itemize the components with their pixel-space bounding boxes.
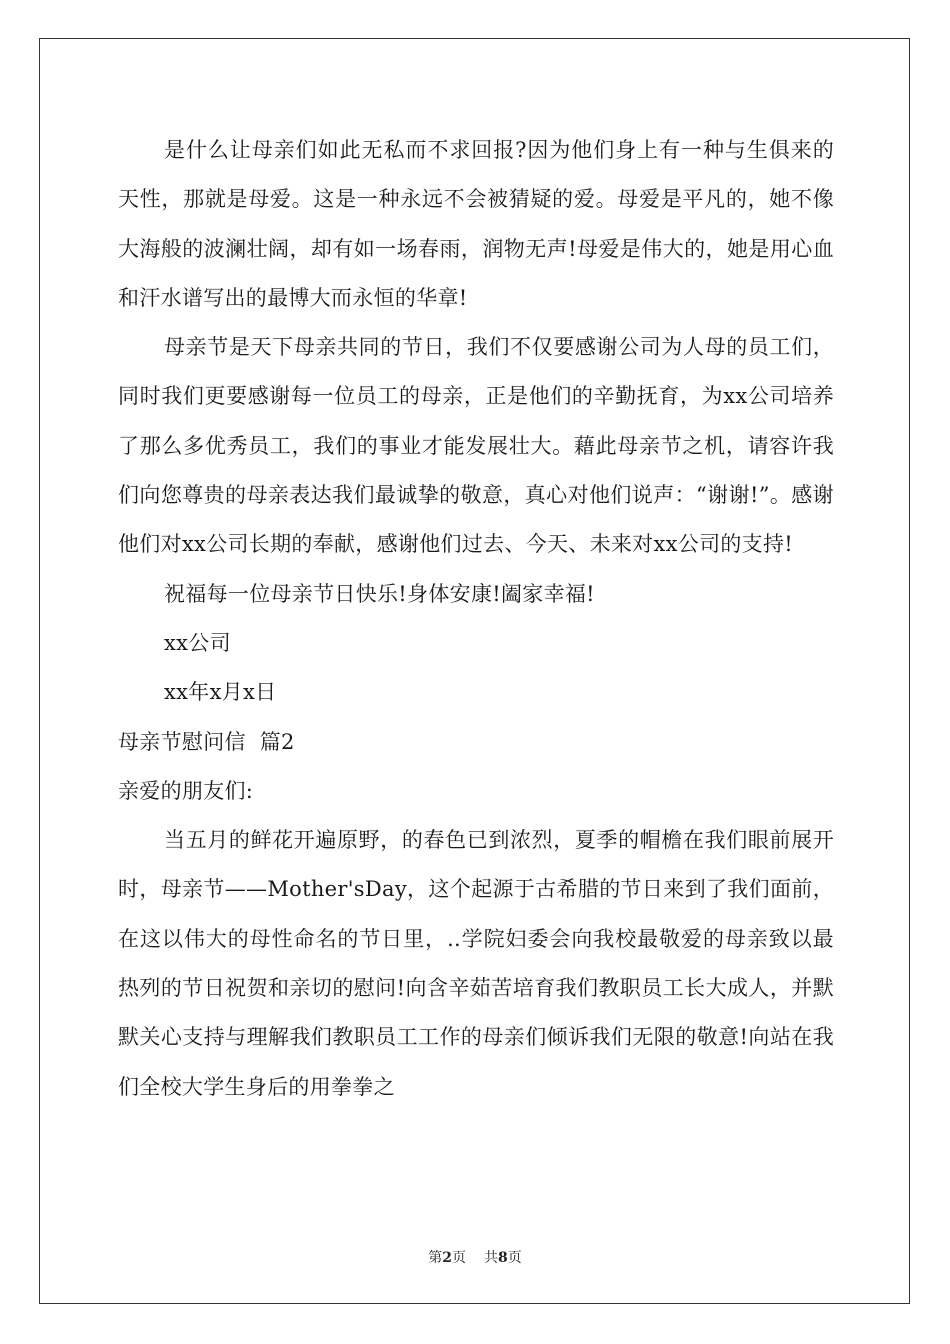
signature-company: xx公司 — [164, 630, 231, 655]
signature-date: xx年x月x日 — [164, 680, 277, 705]
paragraph-blessing: 祝福每一位母亲节日快乐!身体安康!阖家幸福! — [164, 581, 595, 606]
section-title: 母亲节慰问信 篇2 — [118, 729, 295, 754]
page-prefix: 第 — [428, 1250, 443, 1266]
page-total: 8 — [498, 1250, 508, 1266]
page-number: 2 — [442, 1250, 452, 1266]
total-prefix: 共 — [484, 1250, 498, 1266]
page-footer — [0, 1247, 950, 1267]
page-suffix: 页 — [452, 1250, 466, 1266]
salutation: 亲爱的朋友们: — [118, 778, 254, 803]
paragraph-maternal-love: 是什么让母亲们如此无私而不求回报?因为他们身上有一种与生俱来的天性，那就是母爱。这是一种永远不会被猜疑的爱。母爱是平凡的，她不像大海般的波澜壮阔，却有如一场春雨，润物无声!母爱是伟大的，她是用心血和汗水谱写出的最博大而永恒的华章! — [118, 138, 834, 310]
total-suffix: 页 — [507, 1250, 522, 1266]
document-body — [118, 126, 834, 1112]
paragraph-may-flowers: 当五月的鲜花开遍原野，的春色已到浓烈，夏季的帽檐在我们眼前展开时，母亲节——Mother'sDay，这个起源于古希腊的节日来到了我们面前，在这以伟大的母性命名的节日里，..学院妇委会向我校最敬爱的母亲致以最热列的节日祝贺和亲切的慰问!向含辛茹苦培育我们教职员工长大成人，并默默关心支持与理解我们教职员工工作的母亲们倾诉我们无限的敬意!向站在我们全校大学生身后的用拳拳之 — [118, 828, 834, 1099]
paragraph-thanks: 母亲节是天下母亲共同的节日，我们不仅要感谢公司为人母的员工们，同时我们更要感谢每一位员工的母亲，正是他们的辛勤抚育，为xx公司培养了那么多优秀员工，我们的事业才能发展壮大。藉此母亲节之机，请容许我们向您尊贵的母亲表达我们最诚挚的敬意，真心对他们说声：“谢谢!”。感谢他们对xx公司长期的奉献，感谢他们过去、今天、未来对xx公司的支持! — [118, 335, 834, 557]
